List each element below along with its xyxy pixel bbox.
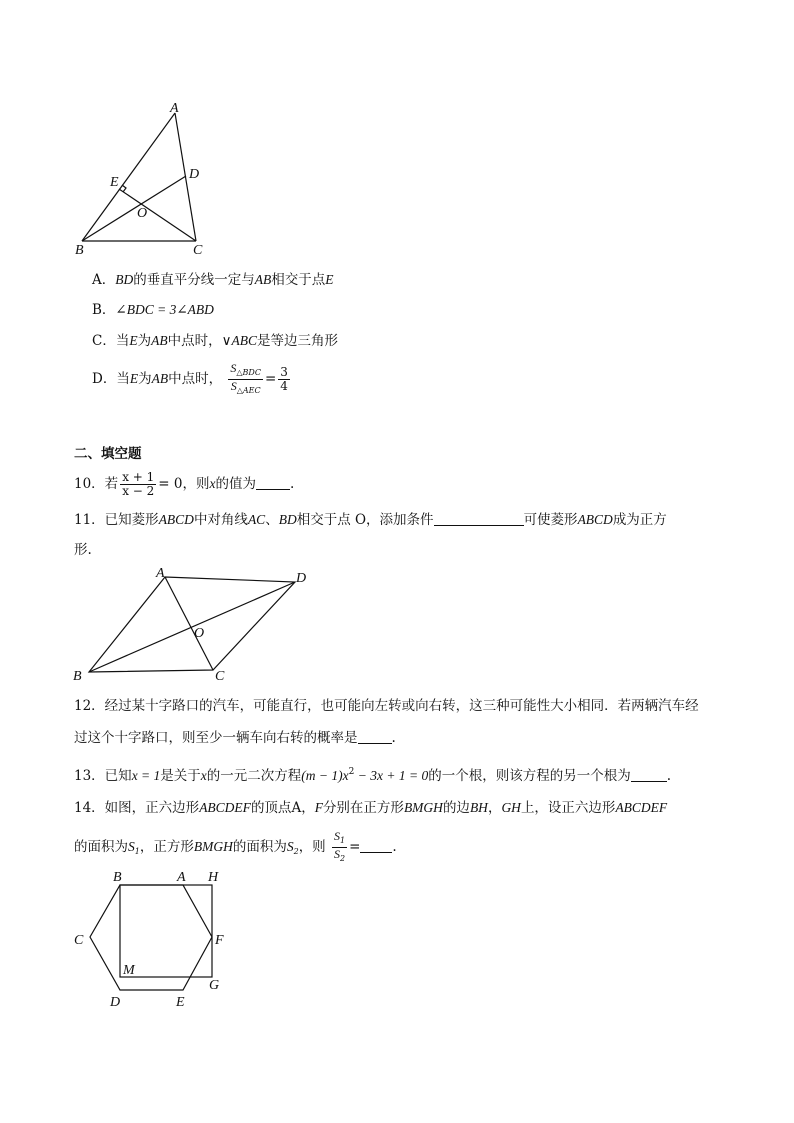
question-10: 10．若 $\frac{x + 1}{x - 2}$ = 0，则x的值为 . bbox=[74, 470, 295, 498]
label-h: H bbox=[208, 870, 219, 885]
option-a: A．BD的垂直平分线一定与AB相交于点E bbox=[92, 272, 334, 288]
segment-bd bbox=[82, 176, 186, 241]
triangle-diagram bbox=[70, 100, 220, 260]
option-d: D．当E为AB中点时， $\frac{S_{\triangle BDC}}{S_{\triangle AEC}}$ = $\frac{3}{4}$ bbox=[92, 361, 288, 395]
answer-blank-10[interactable] bbox=[256, 475, 290, 490]
area-ratio-fraction: $\frac{S_{\triangle BDC}}{S_{\triangle AEC}}$ bbox=[230, 361, 261, 395]
label-g: G bbox=[209, 978, 220, 993]
question-12-line2: 过这个十字路口，则至少一辆车向右转的概率是 . bbox=[74, 730, 396, 746]
hexagon-square-figure bbox=[70, 862, 240, 1012]
label-a: A bbox=[156, 566, 165, 581]
triangle-figure bbox=[70, 100, 220, 260]
label-a: A bbox=[170, 101, 179, 116]
label-e: E bbox=[110, 175, 119, 190]
label-f: F bbox=[215, 933, 224, 948]
value-fraction: $\frac{3}{4}$ bbox=[280, 365, 288, 393]
rhombus-outline bbox=[89, 577, 295, 672]
question-11-line1: 11．已知菱形ABCD中对角线AC、BD相交于点 O，添加条件 可使菱形ABCD成为正方 bbox=[74, 512, 667, 528]
label-c: C bbox=[215, 669, 225, 684]
hexagon-outline bbox=[90, 885, 212, 990]
segment-ce bbox=[119, 189, 196, 241]
label-m: M bbox=[123, 963, 135, 978]
label-c: C bbox=[193, 243, 203, 258]
diagonal-ac bbox=[165, 577, 213, 670]
rhombus-figure bbox=[68, 565, 318, 685]
answer-blank-11[interactable] bbox=[434, 511, 524, 526]
label-b: B bbox=[113, 870, 122, 885]
diagonal-bd bbox=[89, 582, 295, 672]
label-d: D bbox=[189, 167, 200, 182]
label-o: O bbox=[137, 206, 148, 221]
question-14-line1: 14．如图，正六边形ABCDEF的顶点A，F分别在正方形BMGH的边BH，GH上，设正六边形ABCDEF bbox=[74, 800, 668, 816]
edge-ab bbox=[82, 113, 175, 241]
option-b: B．∠BDC = 3∠ABD bbox=[92, 302, 214, 318]
label-d: D bbox=[110, 995, 121, 1010]
label-c: C bbox=[74, 933, 84, 948]
label-d: D bbox=[296, 571, 307, 586]
label-b: B bbox=[75, 243, 84, 258]
answer-blank-12[interactable] bbox=[358, 729, 392, 744]
answer-blank-14[interactable] bbox=[360, 838, 392, 853]
q14-fraction: $\frac{S_1}{S_2}$ bbox=[333, 829, 346, 863]
section-heading: 二、填空题 bbox=[74, 446, 142, 462]
hexagon-square-diagram bbox=[70, 862, 240, 1012]
rhombus-diagram bbox=[68, 565, 318, 685]
label-b: B bbox=[73, 669, 82, 684]
label-o: O bbox=[194, 626, 205, 641]
label-a: A bbox=[177, 870, 186, 885]
question-13: 13．已知x = 1是关于x的一元二次方程$(m - 1)x^2 - 3x + 1 = 0$的一个根，则该方程的另一个根为 . bbox=[74, 767, 672, 784]
question-11-line2: 形. bbox=[74, 542, 92, 558]
q10-fraction: $\frac{x + 1}{x - 2}$ bbox=[122, 470, 155, 498]
label-e: E bbox=[176, 995, 185, 1010]
option-c: C．当E为AB中点时，∨ABC是等边三角形 bbox=[92, 333, 338, 349]
question-12-line1: 12．经过某十字路口的汽车，可能直行，也可能向左转或向右转，这三种可能性大小相同．若两辆汽车经 bbox=[74, 698, 699, 714]
answer-blank-13[interactable] bbox=[631, 767, 667, 782]
question-14-line2: 的面积为$S_1$，正方形BMGH的面积为$S_2$，则 $\frac{S_1}{S_2}$ = . bbox=[74, 829, 397, 863]
